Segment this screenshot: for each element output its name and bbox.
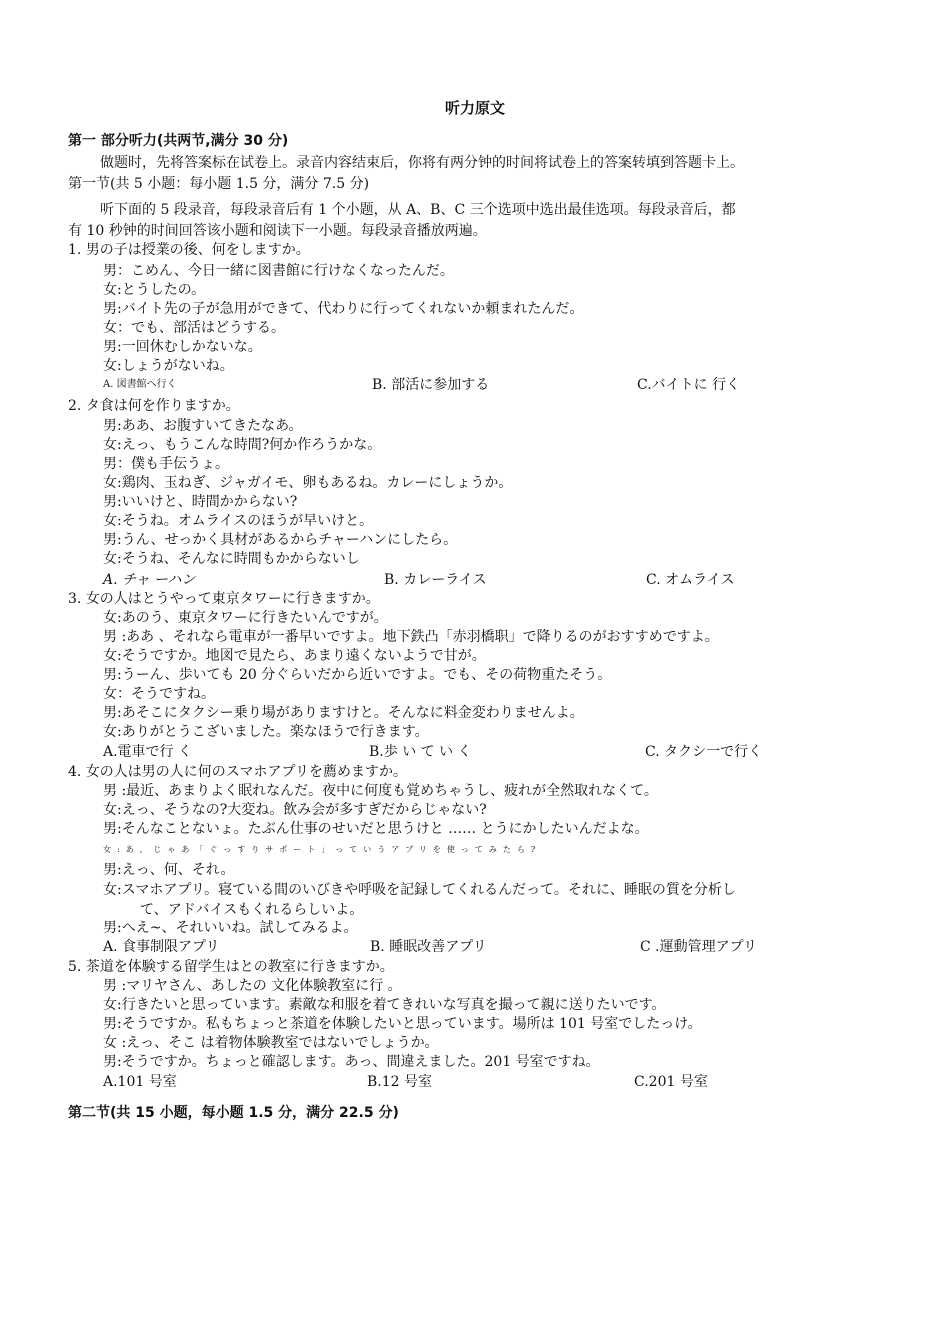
q4-line: 男:へえ~、それいいね。試してみるよ。 xyxy=(103,920,358,936)
q2-line: 女:そうね。オムライスのほうが早いけと。 xyxy=(103,513,374,529)
q4-line: 女:えっ、そうなの?大変ね。飲み会が多すぎだからじゃない? xyxy=(103,802,487,818)
q4-option-c: C .運動管理アプリ xyxy=(640,939,758,955)
q1-line: 男:一回休むしかないな。 xyxy=(103,339,262,355)
q3-line: 男 :ああ 、それなら電車が一番早いですよ。地下鉄凸「赤羽橋职」で降りるのがおすすめですよ。 xyxy=(103,629,719,645)
q3-option-b: B.歩 い て い く xyxy=(369,744,472,760)
page-title: 听力原文 xyxy=(444,99,505,117)
q1-option-c: C.バイトに 行く xyxy=(637,377,741,393)
q3-line: 女:ありがとうこざいました。楽なほうで行きます。 xyxy=(103,724,429,740)
q3-option-a: A.電車で行 く xyxy=(103,744,193,760)
q2-question: 2. タ食は何を作りますか。 xyxy=(68,398,240,414)
q4-line: 女:あ、じゃあ「ぐっすりサポート」っていうアプリを使ってみたら? xyxy=(103,845,542,854)
q2-line: 男:いいけと、時間かからない? xyxy=(103,494,298,510)
section1-instruction-b: 有 10 秒钟的时间回答该小题和阅读下一小题。每段录音播放两遍。 xyxy=(68,223,487,239)
q5-line: 女 :えっ、そこ は着物体験教室ではないでしょうか。 xyxy=(103,1035,439,1051)
q1-option-a: A. 図書館へ行く xyxy=(103,379,177,390)
section1-heading: 第一节(共 5 小题：每小题 1.5 分，满分 7.5 分) xyxy=(68,176,370,192)
q5-question: 5. 茶道を体験する留学生はとの教室に行きますか。 xyxy=(68,959,394,975)
q3-question: 3. 女の人はとうやって東京タワーに行きますか。 xyxy=(68,591,380,607)
q4-line: 男 :最近、あまりよく眠れなんだ。夜中に何度も覚めちゃうし、疲れが全然取れなくて。 xyxy=(103,783,658,799)
q3-line: 女:そうですか。地図で見たら、あまり遠くないようで甘が。 xyxy=(103,648,486,664)
q2-option-b: B. カレーライス xyxy=(384,572,487,588)
q4-line: 男:そんなことないょ。たぶん仕事のせいだと思うけと …… とうにかしたいんだよな。 xyxy=(103,821,649,837)
section1-instruction-a: 听下面的 5 段录音，每段录音后有 1 个小题，从 A、B、C 三个选项中选出最佳选项。每段录音后，都 xyxy=(100,202,736,218)
q5-option-b: B.12 号室 xyxy=(367,1074,433,1090)
q1-line: 男：こめん、今日一緒に図書館に行けなくなったんだ。 xyxy=(103,263,454,279)
q2-line: 女:えっ、もうこんな時間?何か作ろうかな。 xyxy=(103,437,382,453)
q5-line: 男:そうですか。私もちょっと茶道を体験したいと思っています。場所は 101 号室でしたっけ。 xyxy=(103,1016,702,1032)
q4-line: 男:えっ、何、それ。 xyxy=(103,862,235,878)
section2-heading: 第二节(共 15 小题，每小题 1.5 分，满分 22.5 分) xyxy=(68,1105,399,1121)
q1-line: 男:バイト先の子が急用ができて、代わりに行ってくれないか頼まれたんだ。 xyxy=(103,301,584,317)
q4-option-b: B. 睡眠改善アプリ xyxy=(370,939,487,955)
q2-line: 男:ああ、お腹すいてきたなあ。 xyxy=(103,418,303,434)
q4-line: て、アドバイスもくれるらしいよ。 xyxy=(140,902,364,918)
q4-line: 女:スマホアプリ。寝ている間のいびきや呼吸を記録してくれるんだって。それに、睡眠の質を分析し xyxy=(103,882,736,898)
q5-line: 男 :マリヤさん、あしたの 文化体験教室に行 。 xyxy=(103,978,402,994)
q2-line: 男：僕も手伝うょ。 xyxy=(103,456,229,472)
q3-line: 女:あのう、東京タワーに行きたいんですが。 xyxy=(103,610,388,626)
q1-line: 女：でも、部活はどうする。 xyxy=(103,320,285,336)
q1-line: 女:しょうがないね。 xyxy=(103,358,234,374)
q4-option-a: A. 食事制限アプリ xyxy=(103,939,220,955)
q2-option-a: A. チャ ーハン xyxy=(103,572,196,588)
q5-line: 女:行きたいと思っています。素敵な和服を着てきれいな写真を撮って親に送りたいです。 xyxy=(103,997,666,1013)
q3-line: 男:あそこにタクシー乗り場がありますけと。そんなに料金変わりませんよ。 xyxy=(103,705,584,721)
q5-line: 男:そうですか。ちょっと確認します。あっ、間違えました。201 号室ですね。 xyxy=(103,1054,600,1070)
q1-option-b: B. 部活に参加する xyxy=(372,377,490,393)
q3-option-c: C. タクシ一で行く xyxy=(645,744,763,760)
q3-line: 男:うーん、歩いても 20 分ぐらいだから近いですよ。でも、その荷物重たそう。 xyxy=(103,667,612,683)
q5-option-c: C.201 号室 xyxy=(634,1074,708,1090)
instruction-text: 做题时，先将答案标在试卷上。录音内容结束后，你将有两分钟的时间将试卷上的答案转填到答题卡上。 xyxy=(100,155,744,171)
q5-option-a: A.101 号室 xyxy=(103,1074,177,1090)
q2-line: 男:うん、せっかく具材があるからチャーハンにしたら。 xyxy=(103,532,458,548)
q4-question: 4. 女の人は男の人に何のスマホアプリを薦めますか。 xyxy=(68,764,407,780)
q3-line: 女：そうですね。 xyxy=(103,686,215,702)
q2-option-c: C. オムライス xyxy=(646,572,735,588)
q1-line: 女:とうしたの。 xyxy=(103,282,206,298)
part1-heading: 第一 部分听力(共两节,满分 30 分) xyxy=(68,133,289,149)
q2-line: 女:そうね、そんなに時間もかからないし xyxy=(103,551,360,567)
q2-line: 女:鶏肉、玉ねぎ、ジャガイモ、卵もあるね。カレーにしょうか。 xyxy=(103,475,513,491)
q1-question: 1. 男の子は授業の後、何をしますか。 xyxy=(68,242,310,258)
